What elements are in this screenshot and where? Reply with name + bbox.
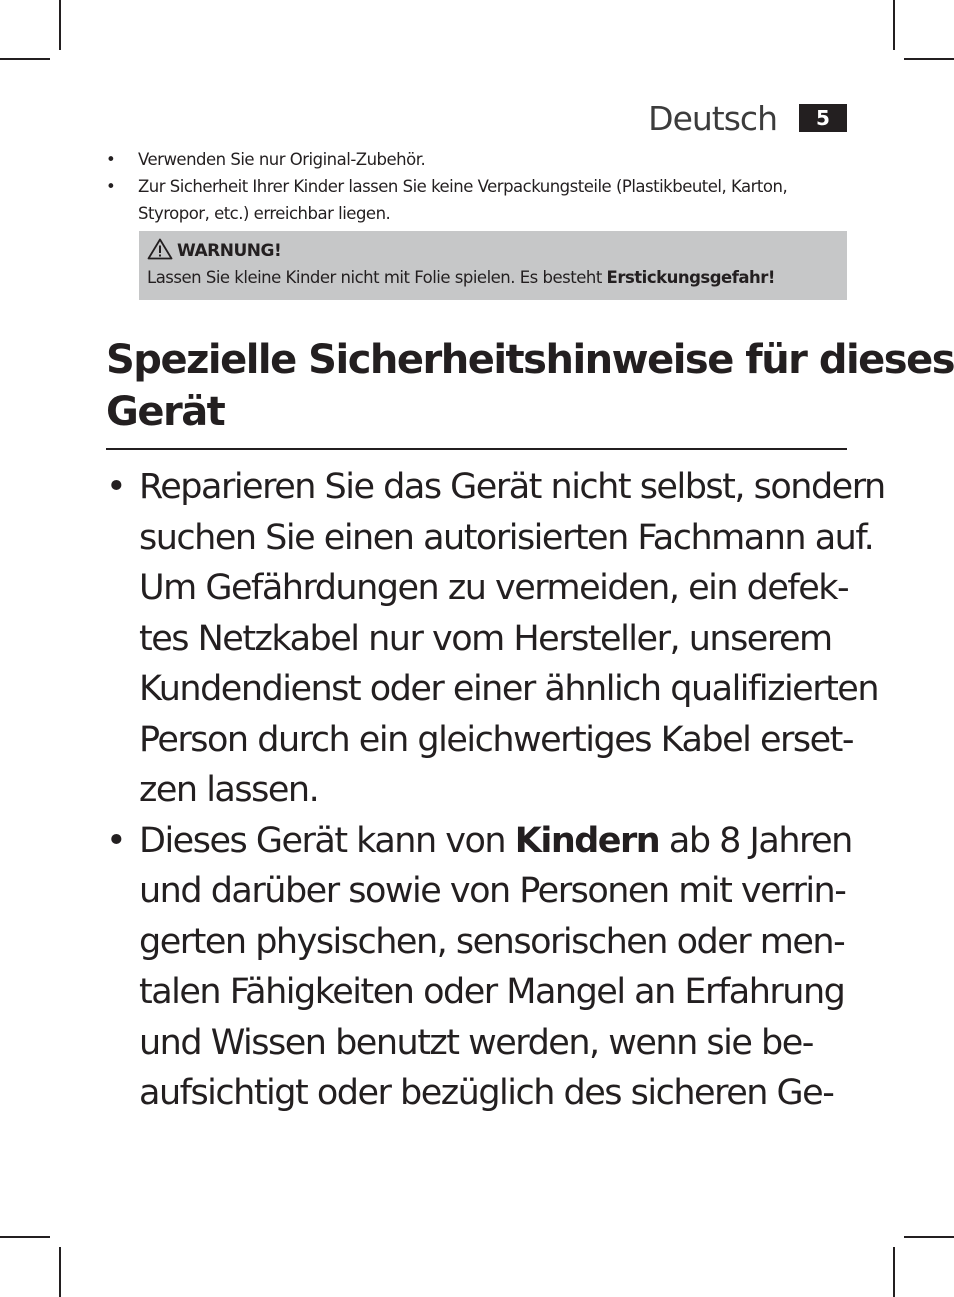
list-item-text xyxy=(139,816,851,867)
list-item-text: Kundendienst oder einer ähnlich qualifizierten xyxy=(139,669,879,709)
list-item-text: Zur Sicherheit Ihrer Kinder lassen Sie keine Verpackungsteile (Plastikbeutel, Karton, xyxy=(138,177,788,196)
section-title-line: Spezielle Sicherheitshinweise für dieses xyxy=(106,337,954,383)
bullet: • xyxy=(106,467,126,507)
warning-triangle-icon xyxy=(147,238,177,265)
crop-mark xyxy=(893,1247,895,1297)
section-title xyxy=(106,334,954,438)
warning-body: Lassen Sie kleine Kinder nicht mit Folie spielen. Es besteht xyxy=(147,268,602,287)
section-title-line: Gerät xyxy=(106,389,225,435)
list-item-text: Reparieren Sie das Gerät nicht selbst, sondern xyxy=(139,467,885,507)
emphasis-text: Kindern xyxy=(514,820,660,861)
section-divider xyxy=(106,448,847,450)
crop-mark xyxy=(0,58,50,60)
bullet: • xyxy=(106,820,126,861)
warning-emphasis: Erstickungsgefahr! xyxy=(606,268,775,287)
intro-bullet-list xyxy=(106,146,826,227)
list-item-text: zen lassen. xyxy=(139,770,319,810)
crop-mark xyxy=(904,1236,954,1238)
crop-mark xyxy=(904,58,954,60)
text-segment: Dieses Gerät kann von xyxy=(139,820,506,861)
list-item-text: aufsichtigt oder bezüglich des sicheren Ge- xyxy=(139,1073,834,1113)
list-item-text: suchen Sie einen autorisierten Fachmann auf. xyxy=(139,517,874,558)
list-item xyxy=(106,146,826,173)
bullet: • xyxy=(106,177,116,196)
warning-box xyxy=(139,231,847,300)
list-item-text: Person durch ein gleichwertiges Kabel erset- xyxy=(139,719,854,760)
crop-mark xyxy=(0,1236,50,1238)
bullet: • xyxy=(106,150,116,169)
safety-bullet-list xyxy=(106,462,885,1119)
list-item-text: tes Netzkabel nur vom Hersteller, unserem xyxy=(139,618,832,659)
list-item xyxy=(106,173,826,227)
language-label: Deutsch xyxy=(648,98,777,138)
page-header xyxy=(648,98,847,138)
warning-header xyxy=(147,238,839,264)
list-item-text: gerten physischen, sensorischen oder men- xyxy=(139,921,845,962)
list-item xyxy=(106,816,851,1119)
warning-text xyxy=(147,264,839,292)
list-item-text: Styropor, etc.) erreichbar liegen. xyxy=(138,204,391,223)
page-number: 5 xyxy=(799,104,847,132)
list-item-text: und darüber sowie von Personen mit verrin- xyxy=(139,871,846,911)
list-item-text: Um Gefährdungen zu vermeiden, ein defek- xyxy=(139,568,849,608)
crop-mark xyxy=(59,0,61,50)
text-segment: ab 8 Jahren xyxy=(668,820,852,861)
list-item-text: und Wissen benutzt werden, wenn sie be- xyxy=(139,1022,813,1063)
warning-title: WARNUNG! xyxy=(177,241,282,261)
crop-mark xyxy=(893,0,895,50)
crop-mark xyxy=(59,1247,61,1297)
list-item-text: talen Fähigkeiten oder Mangel an Erfahrung xyxy=(139,972,845,1012)
list-item xyxy=(106,462,885,816)
list-item-text: Verwenden Sie nur Original-Zubehör. xyxy=(138,150,426,169)
